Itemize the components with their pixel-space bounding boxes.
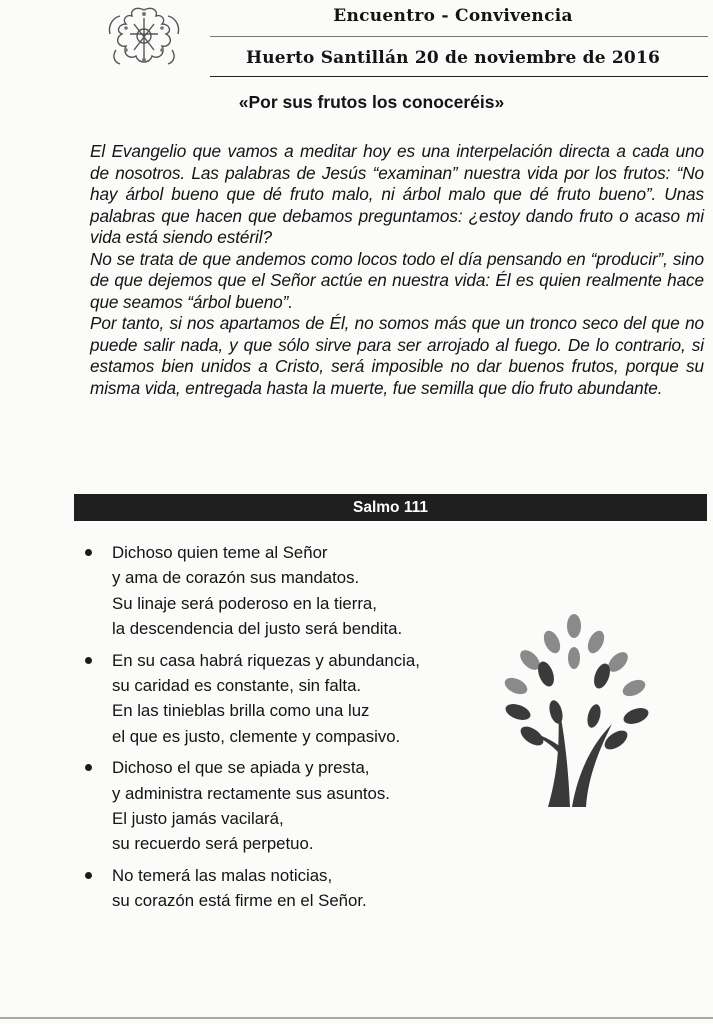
psalm-line: su corazón está firme en el Señor. xyxy=(112,891,367,911)
header-divider xyxy=(210,36,708,37)
header-title: Encuentro - Convivencia xyxy=(333,6,573,26)
psalm-line: En su casa habrá riquezas y abundancia, xyxy=(112,650,420,670)
psalm-line: el que es justo, clemente y compasivo. xyxy=(112,726,401,746)
psalm-line: y ama de corazón sus mandatos. xyxy=(112,568,360,588)
psalm-stanza xyxy=(82,540,482,642)
header-event-date: Huerto Santillán 20 de noviembre de 2016 xyxy=(245,48,661,68)
reflection-paragraph: El Evangelio que vamos a meditar hoy es una interpelación directa a cada uno de nosotros. Las palabras de Jesús “examinan” nuestra vida por los frutos: “No hay árbol bueno que dé fruto malo, ni árbol malo que dé fruto bueno”. Unas palabras que hacen que debamos preguntamos: ¿estoy dando fruto o acaso mi vida está siendo estéril? xyxy=(90,141,704,247)
psalm-banner: Salmo 111 xyxy=(74,494,707,521)
reflection-paragraph: No se trata de que andemos como locos todo el día pensando en “producir”, sino de que dejemos que el Señor actúe en nuestra vida: Él es quien realmente hace que seamos “árbol bueno”. xyxy=(90,248,704,312)
bullet-icon xyxy=(85,872,92,879)
psalm-stanza xyxy=(82,863,482,914)
bottom-divider xyxy=(0,1017,713,1019)
reflection-title: «Por sus frutos los conoceréis» xyxy=(238,92,505,112)
psalm-line: la descendencia del justo será bendita. xyxy=(112,619,403,639)
tree-illustration-icon xyxy=(488,612,668,812)
bullet-icon xyxy=(85,549,92,556)
psalm-line: El justo jamás vacilará, xyxy=(112,809,284,829)
psalm-line: y administra rectamente sus asuntos. xyxy=(112,783,390,803)
header-divider xyxy=(210,76,708,77)
psalm-line: En las tinieblas brilla como una luz xyxy=(112,701,370,721)
ornamental-emblem-icon xyxy=(96,4,192,70)
psalm-stanza xyxy=(82,755,482,857)
psalm-list xyxy=(82,540,482,920)
psalm-line: su caridad es constante, sin falta. xyxy=(112,676,362,696)
psalm-line: Dichoso el que se apiada y presta, xyxy=(112,758,370,778)
reflection-text xyxy=(90,141,704,399)
psalm-stanza xyxy=(82,648,482,750)
reflection-paragraph: Por tanto, si nos apartamos de Él, no somos más que un tronco seco del que no puede salir nada, y que sólo sirve para ser arrojado al fuego. De lo contrario, si estamos bien unidos a Cristo, será imposible no dar buenos frutos, porque su misma vida, entregada hasta la muerte, fue semilla que dio fruto abundante. xyxy=(90,313,704,398)
psalm-line: su recuerdo será perpetuo. xyxy=(112,834,314,854)
psalm-line: Dichoso quien teme al Señor xyxy=(112,543,328,562)
bullet-icon xyxy=(85,764,92,771)
bullet-icon xyxy=(85,657,92,664)
psalm-line: No temerá las malas noticias, xyxy=(112,865,333,885)
psalm-line: Su linaje será poderoso en la tierra, xyxy=(112,593,377,613)
